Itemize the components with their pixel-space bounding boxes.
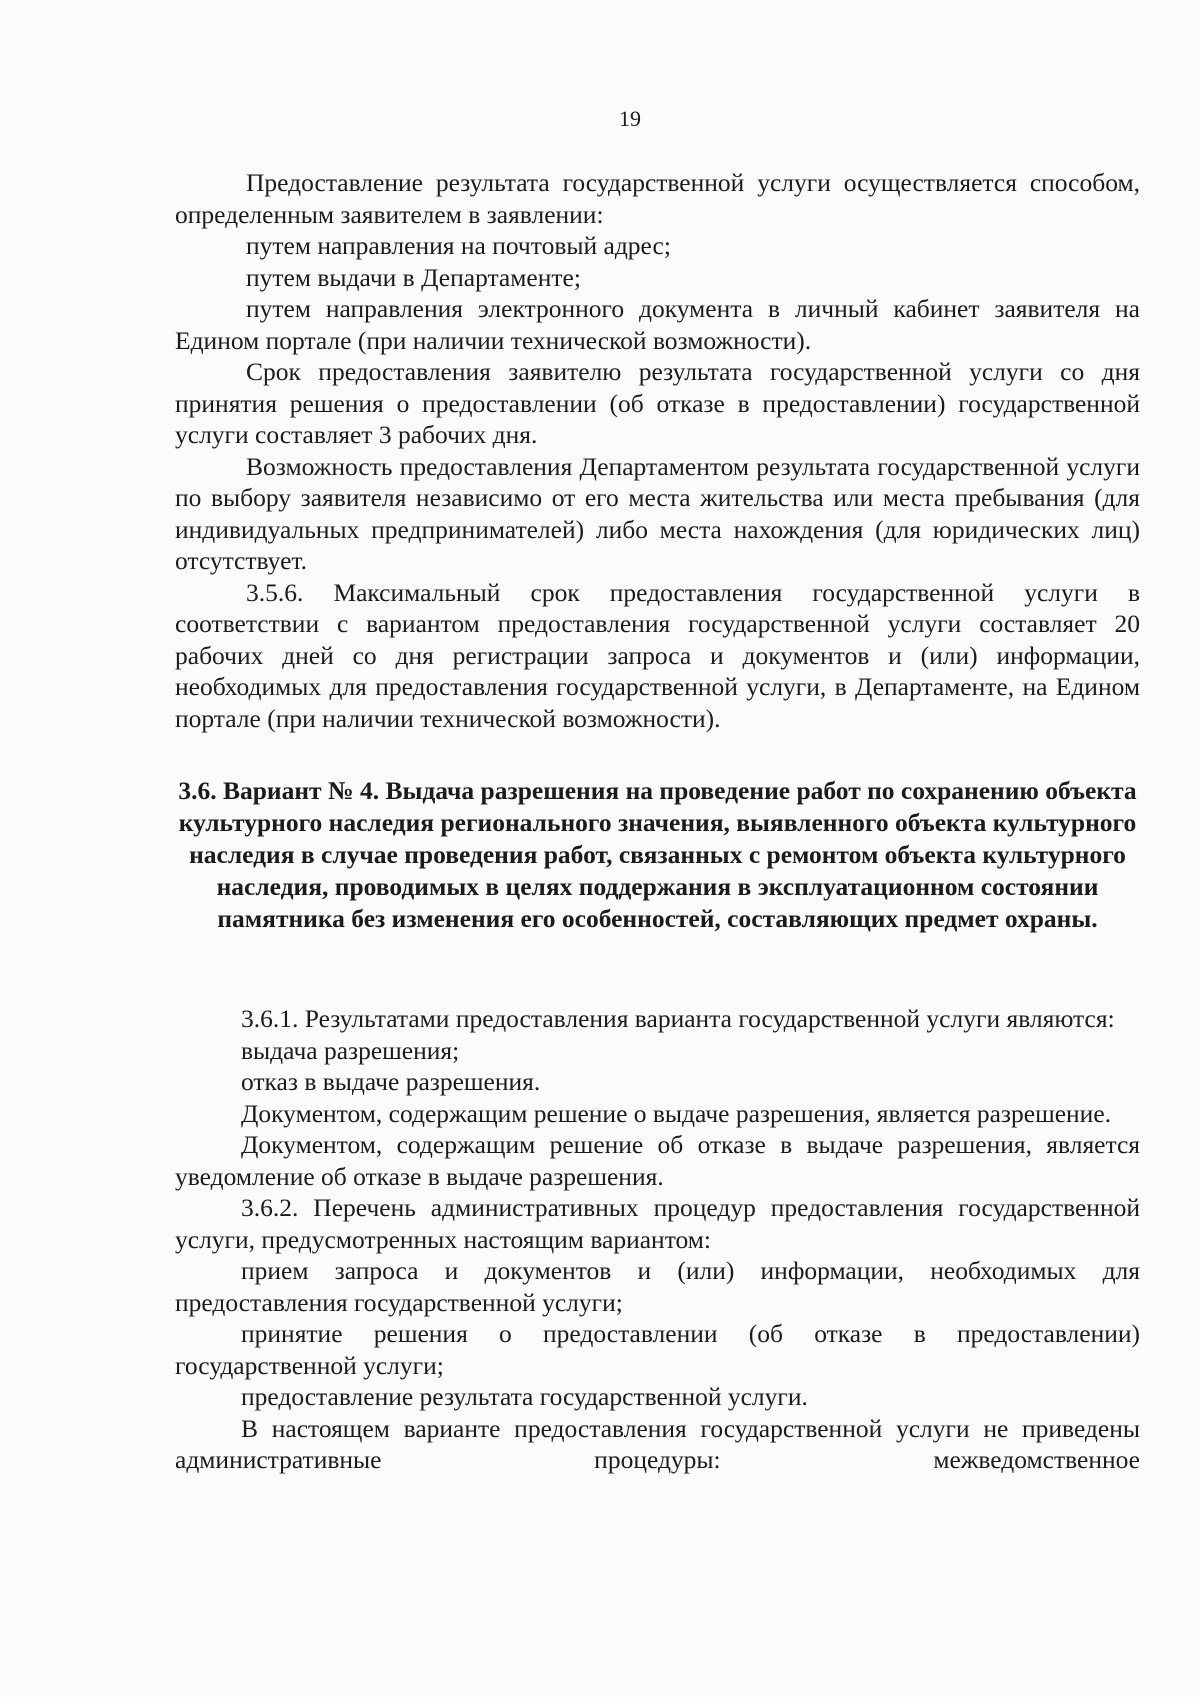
- paragraph: 3.5.6. Максимальный срок предоставления государственной услуги в соответствии с вариантом предоставления государственной услуги составляет 20 рабочих дней со дня регистрации запроса и документов и (или) информации, необходимых для предоставления государственной услуги, в Департаменте, на Едином портале (при наличии технической возможности).: [175, 577, 1140, 733]
- paragraph: путем выдачи в Департаменте;: [246, 262, 581, 292]
- body-text-bottom: [175, 1003, 1140, 1476]
- paragraph: Документом, содержащим решение об отказе в выдаче разрешения, является уведомление об отказе в выдаче разрешения.: [175, 1130, 1140, 1191]
- body-text-top: [175, 167, 1140, 734]
- paragraph: предоставление результата государственной услуги.: [241, 1382, 808, 1411]
- paragraph: Предоставление результата государственной услуги осуществляется способом, определенным заявителем в заявлении:: [175, 168, 1140, 229]
- paragraph: Срок предоставления заявителю результата государственной услуги со дня принятия решения о предоставлении (об отказе в предоставлении) государственной услуги составляет 3 рабочих дня.: [175, 357, 1140, 449]
- paragraph: выдача разрешения;: [241, 1035, 460, 1065]
- paragraph: 3.6.1. Результатами предоставления варианта государственной услуги являются:: [241, 1004, 1115, 1033]
- section-heading: 3.6. Вариант № 4. Выдача разрешения на проведение работ по сохранению объекта культурного наследия регионального значения, выявленного объекта культурного наследия в случае проведения работ, связанных с ремонтом объекта культурного наследия, проводимых в целях поддержания в эксплуатационном состоянии памятника без изменения его особенностей, составляющих предмет охраны.: [178, 776, 1137, 933]
- paragraph: отказ в выдаче разрешения.: [241, 1067, 541, 1096]
- paragraph: Возможность предоставления Департаментом результата государственной услуги по выбору заявителя независимо от его места жительства или места пребывания (для индивидуальных предпринимателей) либо места нахождения (для юридических лиц) отсутствует.: [175, 451, 1140, 575]
- paragraph: путем направления на почтовый адрес;: [246, 231, 671, 260]
- paragraph: принятие решения о предоставлении (об отказе в предоставлении) государственной услуги;: [175, 1319, 1140, 1380]
- page-number: 19: [619, 106, 641, 131]
- paragraph: В настоящем варианте предоставления государственной услуги не приведены административные процедуры: межведомственное: [175, 1413, 1140, 1474]
- paragraph: путем направления электронного документа в личный кабинет заявителя на Едином портале (при наличии технической возможности).: [175, 294, 1140, 355]
- paragraph: 3.6.2. Перечень административных процедур предоставления государственной услуги, предусмотренных настоящим вариантом:: [175, 1193, 1140, 1254]
- paragraph: Документом, содержащим решение о выдаче разрешения, является разрешение.: [241, 1098, 1112, 1128]
- paragraph: прием запроса и документов и (или) информации, необходимых для предоставления государственной услуги;: [175, 1256, 1140, 1317]
